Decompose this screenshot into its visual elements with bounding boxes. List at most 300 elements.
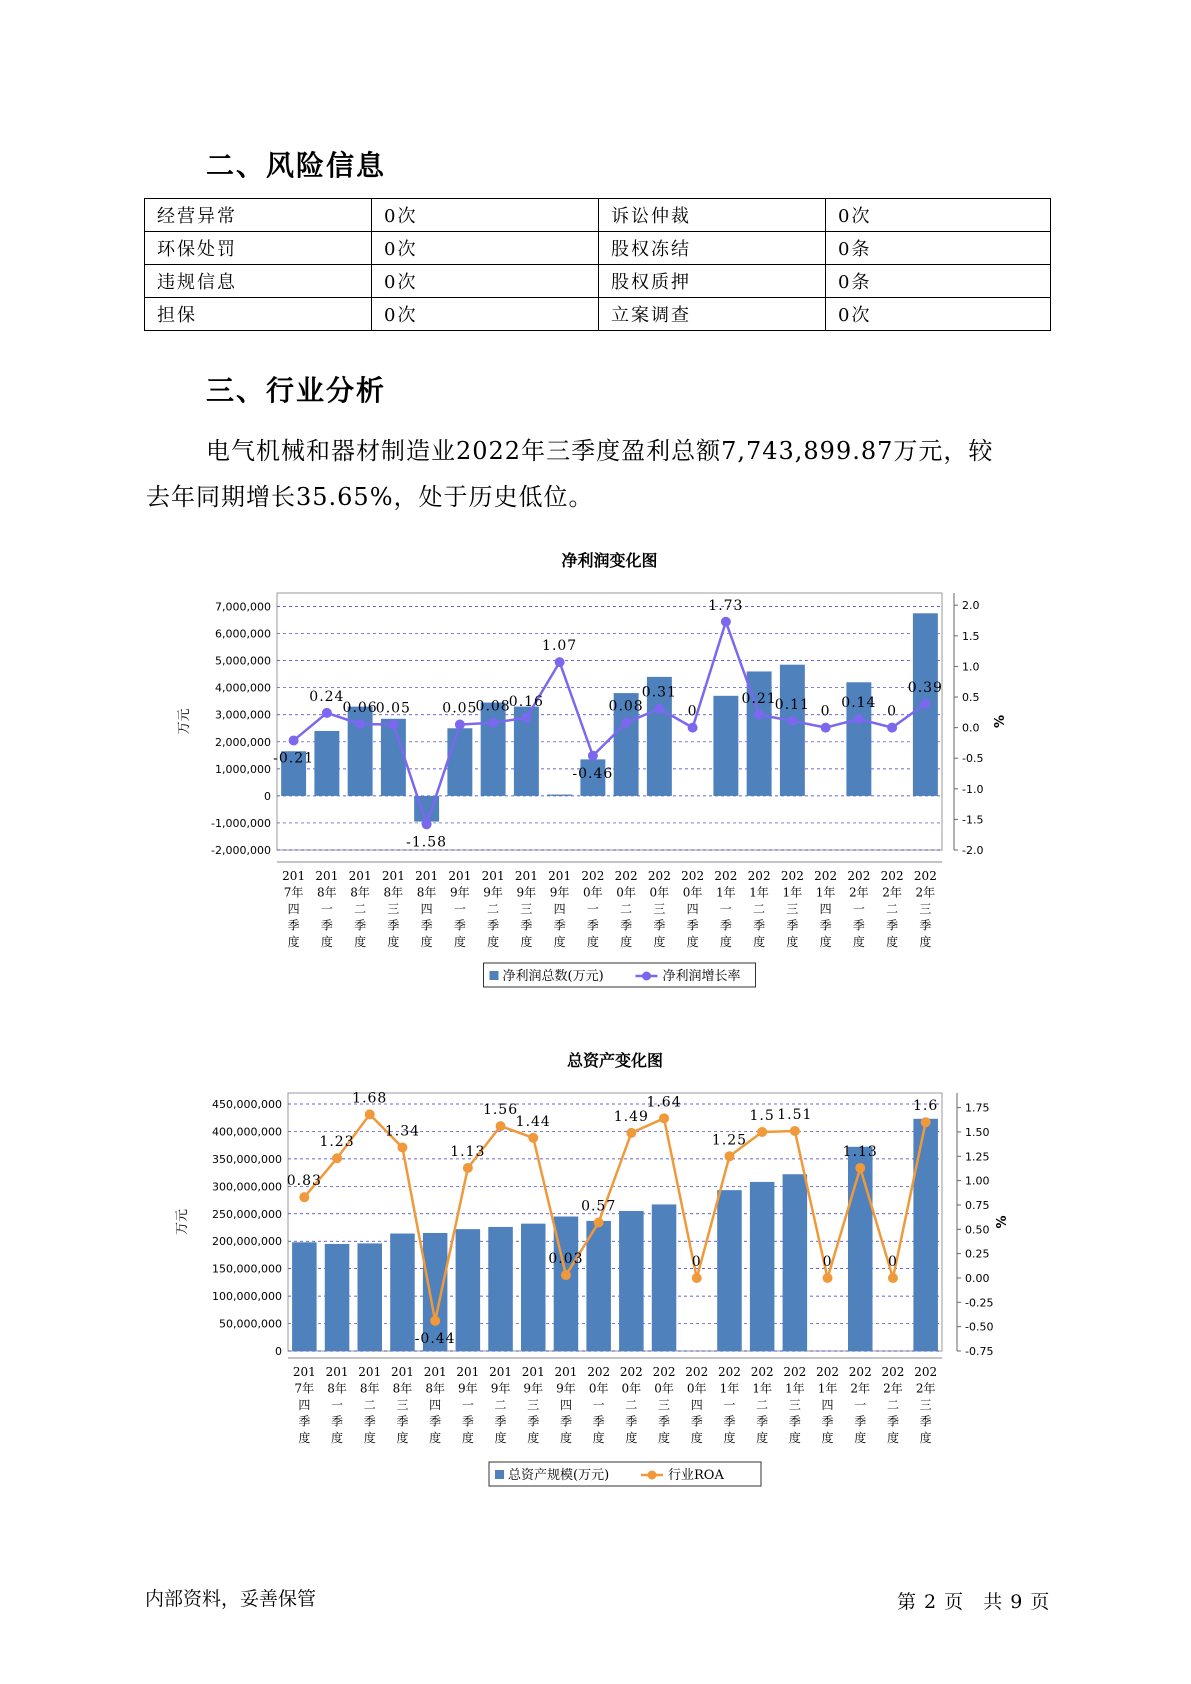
risk-table (144, 198, 1051, 331)
bar (481, 703, 506, 796)
x-tick-label: 0年 (686, 1381, 707, 1396)
risk-value-cell: 0次 (372, 199, 599, 232)
x-tick-label: 201 (548, 869, 572, 883)
x-tick-label: 度 (461, 1431, 474, 1445)
bar (314, 731, 339, 796)
legend-bar-label: 净利润总数(万元) (502, 969, 604, 984)
data-label: 1.13 (842, 1143, 878, 1160)
x-tick-label: 季 (298, 1414, 311, 1429)
risk-value-cell: 0条 (826, 232, 1051, 265)
x-tick-label: 季 (586, 918, 599, 933)
legend-bar-label: 总资产规模(万元) (508, 1468, 610, 1483)
x-tick-label: 2年 (849, 885, 869, 900)
y-axis-label: 万元 (175, 1208, 190, 1236)
x-tick-label: 度 (527, 1431, 540, 1445)
x-tick-label: 一 (852, 902, 865, 916)
x-tick-label: 一 (854, 1398, 867, 1412)
x-tick-label: 202 (881, 1365, 905, 1379)
x-tick-label: 度 (331, 1431, 344, 1445)
bar (713, 696, 738, 796)
x-tick-label: 度 (559, 1431, 572, 1445)
line-point (594, 1217, 604, 1227)
x-tick-label: 202 (681, 869, 705, 883)
y-tick-label: -2,000,000 (211, 844, 271, 857)
data-label: 0.05 (442, 700, 478, 717)
x-tick-label: 二 (625, 1398, 638, 1412)
line-point (488, 718, 498, 728)
x-tick-label: 9年 (490, 1381, 511, 1396)
bar (292, 1242, 317, 1351)
x-tick-label: 202 (614, 869, 638, 883)
x-tick-label: 0年 (583, 885, 603, 900)
x-tick-label: 季 (320, 918, 333, 933)
bar (381, 719, 406, 796)
x-tick-label: 7年 (283, 885, 304, 900)
x-tick-label: 0年 (588, 1381, 609, 1396)
x-tick-label: 202 (750, 1365, 774, 1379)
data-label: 0.24 (309, 688, 345, 705)
x-tick-label: 季 (653, 918, 666, 933)
x-tick-label: 度 (429, 1431, 442, 1445)
x-tick-label: 三 (520, 902, 533, 916)
x-tick-label: 二 (620, 902, 633, 916)
x-tick-label: 度 (354, 935, 367, 949)
data-label: 0.06 (342, 699, 378, 716)
x-tick-label: 202 (913, 869, 937, 883)
data-label: 1.68 (352, 1090, 388, 1107)
data-label: -0.44 (414, 1330, 456, 1347)
data-label: 0.83 (286, 1173, 322, 1190)
x-tick-label: 度 (690, 1431, 703, 1445)
x-tick-label: 季 (625, 1414, 638, 1429)
x-tick-label: 度 (854, 1431, 867, 1445)
x-tick-label: 季 (686, 918, 699, 933)
line-point (921, 1117, 931, 1127)
x-tick-label: 二 (363, 1398, 376, 1412)
total-unit: 页 (1030, 1591, 1050, 1613)
data-label: 0 (887, 703, 898, 720)
paragraph-line-1: 电气机械和器材制造业2022年三季度盈利总额7,743,899.87万元，较 (206, 437, 994, 465)
total-prefix: 共 (983, 1591, 1003, 1613)
x-tick-label: 202 (880, 869, 904, 883)
line-point (754, 710, 764, 720)
x-tick-label: 四 (287, 902, 300, 916)
data-label: 1.49 (613, 1108, 649, 1125)
y2-tick-label: 0.75 (965, 1198, 990, 1212)
x-tick-label: 度 (686, 935, 699, 949)
x-tick-label: 季 (559, 1414, 572, 1429)
line-point (920, 699, 930, 709)
x-tick-label: 8年 (392, 1381, 413, 1396)
line-point (397, 1143, 407, 1153)
x-tick-label: 一 (461, 1398, 474, 1412)
data-label: 0.39 (907, 679, 943, 696)
bar (390, 1234, 415, 1351)
x-tick-label: 四 (429, 1398, 442, 1412)
line-point (355, 719, 365, 729)
risk-value-cell: 0次 (372, 265, 599, 298)
x-tick-label: 202 (847, 869, 871, 883)
x-tick-label: 四 (690, 1398, 703, 1412)
x-tick-label: 季 (786, 918, 799, 933)
data-label: -0.21 (273, 750, 315, 767)
y2-tick-label: -2.0 (962, 844, 984, 857)
line-point (463, 1163, 473, 1173)
x-tick-label: 二 (494, 1398, 507, 1412)
x-tick-label: 季 (453, 918, 466, 933)
x-tick-label: 季 (886, 918, 899, 933)
x-tick-label: 8年 (383, 885, 404, 900)
bar (652, 1204, 677, 1351)
x-tick-label: 季 (658, 1414, 671, 1429)
x-tick-label: 2年 (883, 1381, 903, 1396)
bar (325, 1244, 350, 1351)
x-tick-label: 202 (747, 869, 771, 883)
line-point (692, 1273, 702, 1283)
y-axis-label: 万元 (177, 708, 192, 735)
y-tick-label: 150,000,000 (212, 1262, 282, 1276)
data-label: 0.05 (375, 700, 411, 717)
data-label: 1.56 (482, 1102, 519, 1119)
x-tick-label: 0年 (616, 885, 636, 900)
x-tick-label: 1年 (719, 1381, 740, 1396)
x-tick-label: 四 (553, 902, 566, 916)
y2-tick-label: 0.0 (962, 721, 980, 735)
y-tick-label: 400,000,000 (212, 1125, 282, 1139)
legend-line-label: 行业ROA (668, 1468, 724, 1483)
bar (456, 1229, 481, 1351)
data-label: 1.25 (711, 1132, 748, 1149)
bar (913, 1119, 938, 1351)
x-tick-label: 2年 (915, 1381, 936, 1396)
x-tick-label: 四 (298, 1398, 311, 1412)
line-point (721, 617, 731, 627)
x-tick-label: 201 (514, 869, 538, 883)
x-tick-label: 度 (886, 935, 899, 949)
line-point (621, 718, 631, 728)
x-tick-label: 三 (396, 1398, 409, 1412)
line-point (855, 1163, 865, 1173)
bar (619, 1211, 644, 1351)
x-tick-label: 度 (852, 935, 865, 949)
data-label: 1.07 (542, 638, 578, 655)
y-tick-label: 450,000,000 (212, 1097, 282, 1111)
x-tick-label: 202 (714, 869, 738, 883)
legend-line-label: 净利润增长率 (662, 969, 741, 984)
data-label: 0.31 (641, 684, 677, 701)
x-tick-label: 一 (453, 902, 466, 916)
line-point (528, 1133, 538, 1143)
data-label: 0.03 (548, 1251, 584, 1268)
line-point (854, 714, 864, 724)
x-tick-label: 季 (719, 918, 732, 933)
line-point (561, 1270, 571, 1280)
line-point (787, 716, 797, 726)
x-tick-label: 202 (848, 1365, 872, 1379)
x-tick-label: 一 (586, 902, 599, 916)
industry-paragraph (146, 428, 1052, 520)
line-point (455, 720, 465, 730)
x-tick-label: 二 (487, 902, 500, 916)
x-tick-label: 三 (527, 1398, 540, 1412)
y2-tick-label: 1.0 (962, 660, 980, 674)
legend-bar-swatch (490, 971, 499, 980)
x-tick-label: 二 (756, 1398, 769, 1412)
risk-label-cell: 经营异常 (145, 199, 372, 232)
x-tick-label: 202 (685, 1365, 709, 1379)
bar (780, 665, 805, 796)
y-tick-label: 0 (264, 789, 271, 803)
x-tick-label: 9年 (450, 885, 470, 900)
y-tick-label: 0 (275, 1345, 282, 1358)
x-tick-label: 度 (453, 935, 466, 949)
x-tick-label: 201 (292, 1365, 316, 1379)
x-tick-label: 0年 (649, 885, 670, 900)
x-tick-label: 季 (620, 918, 633, 933)
x-tick-label: 季 (753, 918, 766, 933)
data-label: 0.11 (774, 696, 810, 713)
x-tick-label: 度 (494, 1431, 507, 1445)
net-profit-chart (0, 540, 1191, 1000)
risk-value-cell: 0次 (826, 298, 1051, 331)
x-tick-label: 201 (456, 1365, 480, 1379)
y2-tick-label: -0.50 (965, 1320, 994, 1334)
x-tick-label: 201 (282, 869, 306, 883)
risk-table-row (145, 265, 1051, 298)
x-tick-label: 一 (719, 902, 732, 916)
chart-title: 总资产变化图 (566, 1051, 664, 1070)
bar (586, 1221, 611, 1351)
x-tick-label: 季 (354, 918, 367, 933)
data-label: 1.73 (708, 597, 744, 614)
x-tick-label: 二 (886, 1398, 899, 1412)
x-tick-label: 三 (919, 902, 932, 916)
x-tick-label: 季 (527, 1414, 540, 1429)
x-tick-label: 度 (719, 935, 732, 949)
x-tick-label: 1年 (752, 1381, 772, 1396)
x-tick-label: 季 (363, 1414, 376, 1429)
x-tick-label: 度 (586, 935, 599, 949)
x-tick-label: 201 (390, 1365, 414, 1379)
legend-line-marker (642, 972, 651, 981)
x-tick-label: 度 (520, 935, 533, 949)
line-point (299, 1192, 309, 1202)
x-tick-label: 201 (325, 1365, 349, 1379)
section-title-industry: 三、行业分析 (206, 374, 387, 407)
chart-title: 净利润变化图 (561, 551, 658, 570)
y2-axis-label: % (993, 714, 1008, 729)
x-tick-label: 9年 (516, 885, 537, 900)
x-tick-label: 202 (717, 1365, 741, 1379)
x-tick-label: 四 (420, 902, 433, 916)
data-label: 0 (691, 1253, 702, 1270)
x-tick-label: 202 (780, 869, 804, 883)
total-assets-chart-svg (0, 1040, 1191, 1520)
x-tick-label: 四 (559, 1398, 572, 1412)
y-tick-label: 200,000,000 (212, 1235, 282, 1249)
x-tick-label: 度 (396, 1431, 409, 1445)
x-tick-label: 2年 (882, 885, 902, 900)
x-tick-label: 0年 (654, 1381, 674, 1396)
y2-tick-label: 2.0 (962, 599, 980, 613)
y2-tick-label: -0.5 (962, 752, 984, 766)
x-tick-label: 季 (494, 1414, 507, 1429)
x-tick-label: 1年 (782, 885, 803, 900)
x-tick-label: 1年 (815, 885, 836, 900)
x-tick-label: 三 (919, 1398, 932, 1412)
line-point (430, 1316, 440, 1326)
x-tick-label: 四 (821, 1398, 834, 1412)
y-tick-label: 250,000,000 (212, 1207, 282, 1221)
y-tick-label: 50,000,000 (219, 1317, 282, 1331)
x-tick-label: 季 (919, 918, 932, 933)
x-tick-label: 度 (653, 935, 666, 949)
risk-label-cell: 环保处罚 (145, 232, 372, 265)
line-point (823, 1273, 833, 1283)
x-tick-label: 9年 (556, 1381, 576, 1396)
data-label: 0.57 (581, 1198, 617, 1215)
y2-tick-label: 1.50 (965, 1125, 990, 1139)
line-point (289, 735, 299, 745)
plot-area (277, 593, 942, 850)
x-tick-label: 二 (354, 902, 367, 916)
line-point (555, 657, 565, 667)
x-tick-label: 202 (814, 869, 838, 883)
x-tick-label: 度 (753, 935, 766, 949)
x-tick-label: 度 (287, 935, 300, 949)
legend-bar-swatch (495, 1470, 504, 1479)
y2-axis-label: % (995, 1215, 1010, 1229)
x-tick-label: 9年 (483, 885, 503, 900)
data-label: 0.08 (475, 698, 511, 715)
bar (357, 1243, 382, 1351)
data-label: 1.5 (749, 1107, 775, 1124)
x-tick-label: 季 (919, 1414, 932, 1429)
x-tick-label: 202 (914, 1365, 938, 1379)
x-tick-label: 202 (581, 869, 605, 883)
x-tick-label: 一 (723, 1398, 736, 1412)
y-tick-label: 1,000,000 (215, 762, 271, 776)
line-point (790, 1126, 800, 1136)
bar (750, 1182, 775, 1351)
x-tick-label: 三 (788, 1398, 801, 1412)
x-tick-label: 季 (821, 1414, 834, 1429)
x-tick-label: 季 (886, 1414, 899, 1429)
risk-value-cell: 0次 (372, 298, 599, 331)
x-tick-label: 季 (520, 918, 533, 933)
risk-table-row (145, 232, 1051, 265)
x-tick-label: 8年 (425, 1381, 445, 1396)
x-tick-label: 度 (819, 935, 832, 949)
x-tick-label: 季 (723, 1414, 736, 1429)
x-tick-label: 202 (816, 1365, 840, 1379)
y-tick-label: 350,000,000 (212, 1152, 282, 1166)
x-tick-label: 一 (331, 1398, 344, 1412)
risk-value-cell: 0次 (372, 232, 599, 265)
bar (783, 1174, 808, 1351)
legend-line-marker (648, 1471, 657, 1480)
y2-tick-label: 0.25 (965, 1247, 990, 1261)
y2-tick-label: 1.25 (965, 1150, 990, 1164)
x-tick-label: 度 (420, 935, 433, 949)
x-tick-label: 度 (320, 935, 333, 949)
x-tick-label: 度 (919, 935, 932, 949)
x-tick-label: 201 (358, 1365, 382, 1379)
bar (488, 1227, 513, 1351)
x-tick-label: 0年 (682, 885, 703, 900)
line-point (388, 720, 398, 730)
y2-tick-label: 0.50 (965, 1223, 990, 1237)
y2-tick-label: -0.75 (965, 1345, 994, 1358)
data-label: 0 (822, 1253, 833, 1270)
data-label: 1.34 (384, 1123, 421, 1140)
y2-tick-label: -1.0 (962, 782, 984, 796)
y2-tick-label: 0.5 (962, 691, 980, 705)
x-tick-label: 一 (320, 902, 333, 916)
x-tick-label: 9年 (523, 1381, 544, 1396)
x-tick-label: 度 (553, 935, 566, 949)
data-label: 1.51 (777, 1106, 813, 1123)
total-assets-chart (0, 1040, 1191, 1520)
x-tick-label: 季 (287, 918, 300, 933)
data-label: 0.08 (608, 698, 644, 715)
line-point (887, 723, 897, 733)
page-number (893, 1587, 1053, 1614)
x-tick-label: 季 (852, 918, 865, 933)
x-tick-label: 度 (487, 935, 500, 949)
risk-label-cell: 立案调查 (599, 298, 826, 331)
y2-tick-label: -1.5 (962, 813, 984, 827)
line-point (422, 819, 432, 829)
line-point (654, 704, 664, 714)
net-profit-chart-svg (0, 540, 1191, 1000)
line-point (688, 723, 698, 733)
page-unit: 页 (944, 1591, 964, 1613)
page-total: 9 (1010, 1591, 1023, 1613)
line-point (332, 1153, 342, 1163)
x-tick-label: 季 (420, 918, 433, 933)
x-tick-label: 季 (788, 1414, 801, 1429)
line-point (626, 1128, 636, 1138)
paragraph-line-2: 去年同期增长35.65%，处于历史低位。 (146, 483, 594, 511)
x-tick-label: 度 (788, 1431, 801, 1445)
x-tick-label: 度 (387, 935, 400, 949)
x-tick-label: 季 (592, 1414, 605, 1429)
x-tick-label: 201 (481, 869, 505, 883)
line-point (757, 1127, 767, 1137)
risk-label-cell: 诉讼仲裁 (599, 199, 826, 232)
x-tick-label: 度 (592, 1431, 605, 1445)
x-tick-label: 201 (423, 1365, 447, 1379)
x-tick-label: 度 (886, 1431, 899, 1445)
x-tick-label: 度 (919, 1431, 932, 1445)
x-tick-label: 1年 (749, 885, 769, 900)
data-label: 0 (820, 703, 831, 720)
x-tick-label: 度 (786, 935, 799, 949)
data-label: 1.64 (646, 1094, 682, 1111)
data-label: 1.44 (515, 1113, 551, 1130)
risk-table-row (145, 298, 1051, 331)
x-tick-label: 8年 (416, 885, 437, 900)
x-tick-label: 8年 (317, 885, 337, 900)
x-tick-label: 8年 (327, 1381, 347, 1396)
data-label: -1.58 (406, 834, 448, 851)
y-tick-label: 4,000,000 (215, 681, 271, 695)
x-tick-label: 季 (553, 918, 566, 933)
data-label: 0.21 (741, 690, 777, 707)
line-point (588, 751, 598, 761)
x-tick-label: 201 (348, 869, 372, 883)
